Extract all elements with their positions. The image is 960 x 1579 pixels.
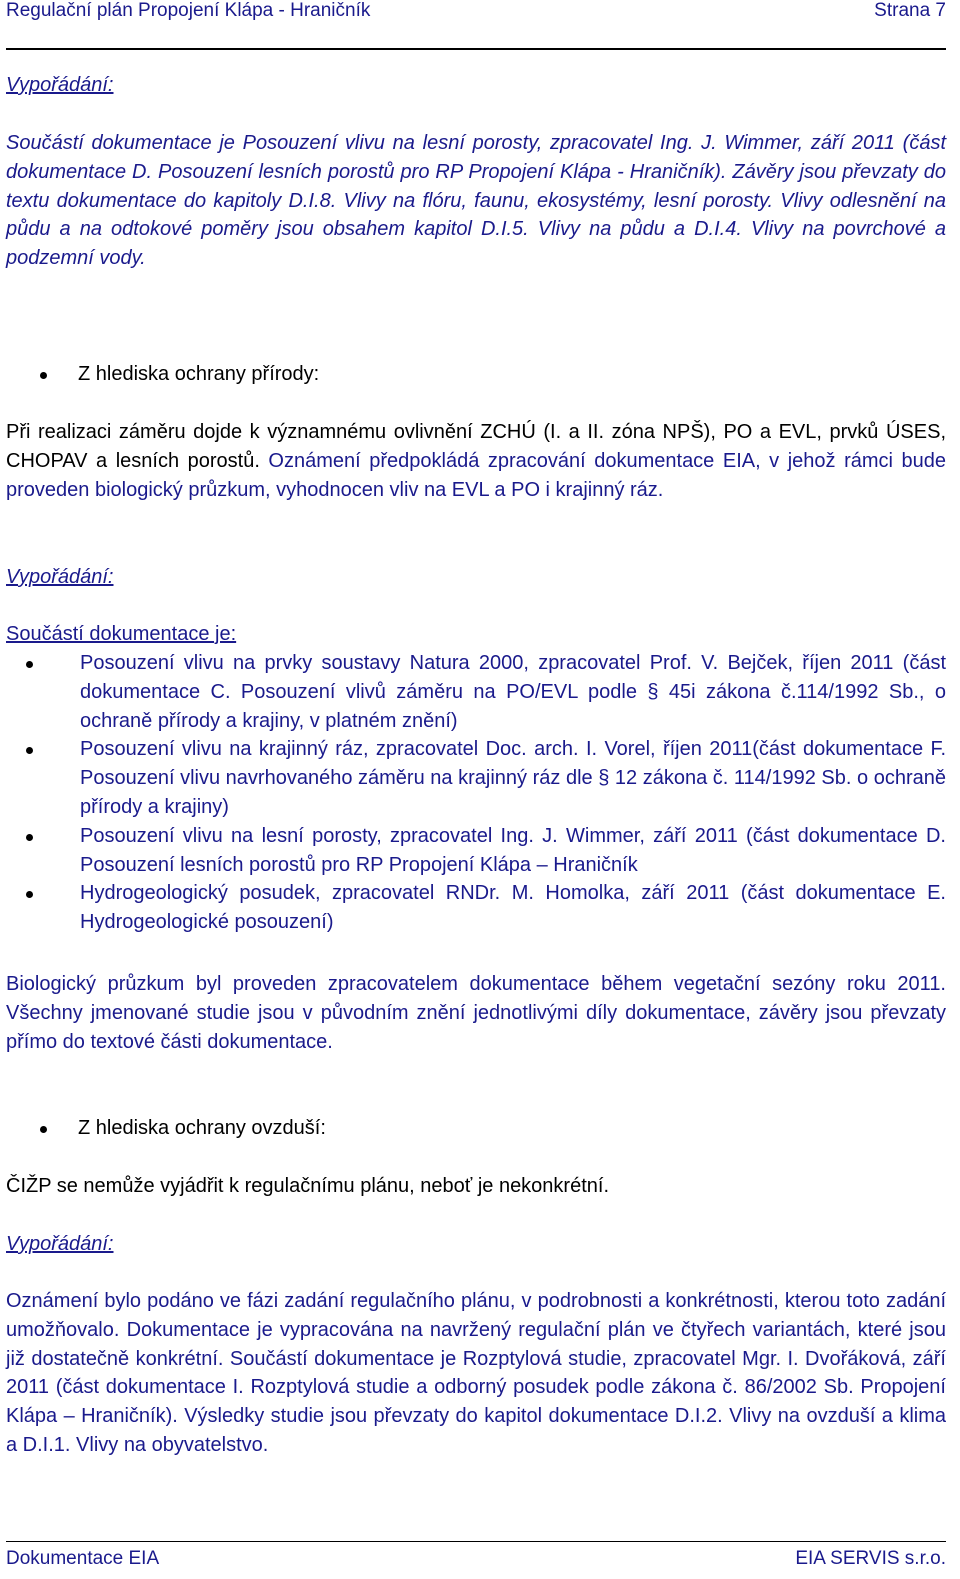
list-item (6, 879, 946, 937)
list-item-text: Hydrogeologický posudek, zpracovatel RNDr. M. Homolka, září 2011 (část dokumentace E. Hydrogeologické posouzení) (80, 882, 946, 934)
list-item (6, 822, 946, 880)
footer-left: Dokumentace EIA (6, 1548, 160, 1569)
list-intro: Součástí dokumentace je: (6, 623, 237, 645)
paragraph-3: Biologický průzkum byl proveden zpracovatelem dokumentace během vegetační sezóny roku 2011. Všechny jmenované studie jsou v původním znění jednotlivými díly dokumentace, závěry jsou převzaty přímo do textové části dokumentace. (6, 973, 946, 1053)
documentation-list (6, 649, 946, 937)
paragraph-5: Oznámení bylo podáno ve fázi zadání regulačního plánu, v podrobnosti a konkrétnosti, kterou toto zadání umožňovalo. Dokumentace je vypracována na navržený regulační plán ve čtyřech variantách, které jsou již dostatečně konkrétní. Součástí dokumentace je Rozptylová studie, zpracovatel Mgr. I. Dvořáková, září 2011 (část dokumentace I. Rozptylová studie a odborný posudek podle zákona č. 86/2002 Sb. Propojení Klápa – Hraničník). Výsledky studie jsou převzaty do kapitol dokumentace D.I.2. Vlivy na ovzduší a klima a D.I.1. Vlivy na obyvatelstvo. (6, 1290, 946, 1456)
bullet-dot (26, 661, 33, 668)
bullet-dot (40, 1126, 47, 1133)
list-item-text: Posouzení vlivu na prvky soustavy Natura 2000, zpracovatel Prof. V. Bejček, říjen 2011 (část dokumentace C. Posouzení vlivů záměru na PO/EVL podle § 45i zákona č.114/1992 Sb., o ochraně přírody a krajiny, v platném znění) (80, 652, 946, 732)
bullet-nature-label: Z hlediska ochrany přírody: (78, 363, 320, 385)
header-divider (6, 48, 946, 50)
paragraph-1: Součástí dokumentace je Posouzení vlivu na lesní porosty, zpracovatel Ing. J. Wimmer, září 2011 (část dokumentace D. Posouzení lesních porostů pro RP Propojení Klápa - Hraničník). Závěry jsou převzaty do textu dokumentace do kapitoly D.I.8. Vlivy na flóru, faunu, ekosystémy, lesní porosty. Vlivy odlesnění na půdu a na odtokové poměry jsou obsahem kapitol D.I.5. Vlivy na půdu a D.I.4. Vlivy na povrchové a podzemní vody. (6, 132, 946, 270)
bullet-air-label: Z hlediska ochrany ovzduší: (78, 1117, 326, 1139)
paragraph-2-part1: Při realizaci záměru dojde k významnému ovlivnění ZCHÚ (I. a II. zóna NPŠ), PO a EVL, prvků ÚSES, CHOPAV a lesních porostů. (6, 421, 946, 472)
bullet-dot (26, 834, 33, 841)
page-header (6, 0, 946, 24)
document-title: Regulační plán Propojení Klápa - Hraničník (6, 0, 371, 21)
bullet-dot (26, 891, 33, 898)
list-item (6, 649, 946, 735)
bullet-dot (26, 747, 33, 754)
section-heading-3: Vypořádání: (6, 1233, 114, 1255)
list-item (6, 735, 946, 821)
footer-right: EIA SERVIS s.r.o. (795, 1548, 946, 1569)
list-item-text: Posouzení vlivu na lesní porosty, zpracovatel Ing. J. Wimmer, září 2011 (část dokumentace D. Posouzení lesních porostů pro RP Propojení Klápa – Hraničník (80, 824, 946, 876)
list-item-text: Posouzení vlivu na krajinný ráz, zpracovatel Doc. arch. I. Vorel, říjen 2011(část dokumentace F. Posouzení vlivu navrhovaného záměru na krajinný ráz dle § 12 zákona č. 114/1992 Sb. o ochraně přírody a krajiny) (80, 738, 946, 818)
paragraph-4: ČIŽP se nemůže vyjádřit k regulačnímu plánu, neboť je nekonkrétní. (6, 1175, 610, 1197)
page-number: Strana 7 (874, 0, 946, 21)
paragraph-2-part2: Oznámení předpokládá zpracování dokumentace EIA, v jehož rámci bude proveden biologický průzkum, vyhodnocen vliv na EVL a PO i krajinný ráz. (6, 449, 946, 501)
paragraph-2 (6, 418, 946, 504)
document-page (6, 0, 946, 1579)
footer-divider (6, 1541, 946, 1542)
section-heading-2: Vypořádání: (6, 566, 114, 588)
section-heading-1: Vypořádání: (6, 74, 114, 96)
bullet-dot (40, 372, 47, 379)
